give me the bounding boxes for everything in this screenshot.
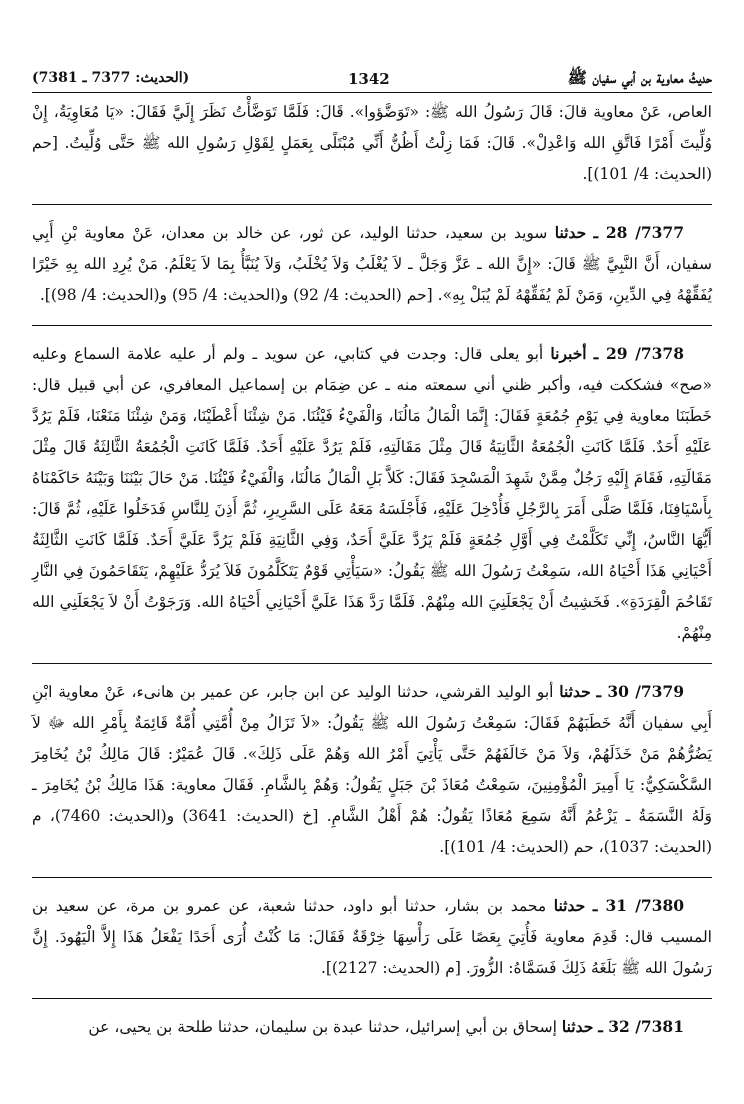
narration-verb: حدثنا (553, 896, 586, 915)
hadith-paragraph (32, 663, 712, 863)
hadith-paragraph (32, 998, 712, 1043)
hadith-paragraph (32, 97, 712, 190)
hadith-text: العاص، عَنْ معاوية قالَ: قَالَ رَسُولُ الله ﷺ: «تَوَضَّؤوا». قَالَ: فَلَمَّا تَوَضَّأْتُ نَظَرَ إِلَيَّ فَقَالَ: «يَا مُعَاوِيَةُ، إِنْ وُلِّيتَ أَمْرًا فَاتَّقِ الله وَاعْدِلْ». قَالَ: فَمَا زِلْتُ أَظُنُّ أَنِّي مُبْتَلًى بِعَمَلٍ لِقَوْلِ رَسُولِ الله ﷺ حَتَّى وُلِّيتُ. [حم (الحديث: 4/ 101)]. (32, 103, 712, 183)
running-header (32, 60, 712, 93)
hadith-text: أبو يعلى قال: وجدت في كتابي، عن سويد ـ ولم أر عليه علامة السماع وعليه «صح» فشككت فيه، وأكبر ظني أني سمعته منه ـ عن ضِمَام بن إسماعيل المعافري، عن أبي قبيل قال: خَطَبَنَا معاوية فِي يَوْمِ جُمُعَةٍ فَقَالَ: إِنَّمَا الْمَالُ مَالُنَا، وَالْفَيْءُ فَيْئُنَا. مَنْ شِئْنَا أَعْطَيْنَا، وَمَنْ شِئْنَا مَنَعْنَا، فَلَمْ يَرُدَّ عَلَيْهِ أَحَدٌ. فَلَمَّا كَانَتِ الْجُمُعَةُ الثَّانِيَةُ قَالَ مِثْلَ مَقَالَتِهِ، فَلَمْ يَرُدَّ عَلَيْهِ أَحَدٌ. فَلَمَّا كَانَتِ الْجُمُعَةُ الثَّالِثَةُ قَالَ مِثْلَ مَقَالَتِهِ، فَقَامَ إِلَيْهِ رَجُلٌ مِمَّنْ شَهِدَ الْمَسْجِدَ فَقَالَ: كَلاَّ بَلِ الْمَالُ مَالُنَا، وَالْفَيْءُ فَيْئُنَا. مَنْ حَالَ بَيْنَنَا وَبَيْنَهُ حَاكَمْنَاهُ بِأَسْيَافِنَا، فَلَمَّا صَلَّى أَمَرَ بِالرَّجُلِ فَأُدْخِلَ عَلَيْهِ، فَأَجْلَسَهُ مَعَهُ عَلَى السَّرِيرِ، ثُمَّ أَذِنَ لِلنَّاسِ فَدَخَلُوا عَلَيْهِ، ثُمَّ قَالَ: أَيُّهَا النَّاسُ، إِنِّي تَكَلَّمْتُ فِي أَوَّلِ جُمُعَةٍ فَلَمْ يَرُدَّ عَلَيَّ أَحَدٌ، وَفِي الثَّانِيَةِ فَلَمْ يَرُدَّ عَلَيَّ أَحَدٌ. فَلَمَّا كَانَتِ الثَّالِثَةُ أَحْيَانِي هَذَا أَحْيَاهُ الله، سَمِعْتُ رَسُولَ الله ﷺ يَقُولُ: «سَيَأْتِي قَوْمٌ يَتَكَلَّمُونَ فَلاَ يُرَدُّ عَلَيْهِمْ، يَتَقَاحَمُونَ فِي النَّارِ تَقَاحُمَ الْقِرَدَةِ». فَخَشِيتُ أَنْ يَجْعَلَنِيَ الله مِنْهُمْ. فَلَمَّا رَدَّ هَذَا عَلَيَّ أَحْيَانِي أَحْيَاهُ الله. وَرَجَوْتُ أَنْ لاَ يَجْعَلَنِي الله مِنْهُمْ. (32, 345, 712, 642)
narration-verb: أخبرنا (550, 344, 587, 363)
page-number: 1342 (348, 70, 390, 88)
hadith-paragraph (32, 325, 712, 649)
hadith-range: (الحديث: 7377 ـ 7381) (32, 70, 190, 86)
hadith-paragraph (32, 204, 712, 311)
book-page (32, 60, 712, 1043)
hadith-number: 7379/ 30 ـ (596, 682, 684, 701)
hadith-text: محمد بن بشار، حدثنا أبو داود، حدثنا شعبة، عن عمرو بن مرة، عن سعيد بن المسيب قال: قَدِمَ معاوية فَأُتِيَ بِعَصًا عَلَى رَأْسِهَا خِرْقَةٌ فَقَالَ: مَا كُنْتُ أُرَى أَحَدًا يَفْعَلُ هَذَا إِلاَّ الْيَهُودَ. إِنَّ رَسُولَ الله ﷺ بَلَغَهُ ذَلِكَ فَسَمَّاهُ: الزُّورَ. [م (الحديث: 2127)]. (32, 897, 712, 977)
hadith-number: 7377/ 28 ـ (593, 223, 684, 242)
hadith-number: 7380/ 31 ـ (592, 896, 685, 915)
page-body (32, 97, 712, 1043)
hadith-paragraph (32, 877, 712, 984)
narration-verb: حدثنا (559, 682, 591, 701)
chapter-title: حديثُ معاوية بن أبي سفيان ﷺ (567, 68, 712, 87)
hadith-text: إسحاق بن أبي إسرائيل، حدثنا عبدة بن سليمان، حدثنا طلحة بن يحيى، عن (88, 1018, 557, 1036)
hadith-text: أبو الوليد القرشي، حدثنا الوليد عن ابن جابر، عن عمير بن هانىء، عَنْ معاوية ابْنِ أَبِي سفيان أَنَّهُ خَطَبَهُمْ فَقَالَ: سَمِعْتُ رَسُولَ الله ﷺ يَقُولُ: «لاَ تَزَالُ مِنْ أُمَّتِي أُمَّةٌ قَائِمَةٌ بِأَمْرِ الله ﷻ لاَ يَضُرُّهُمْ مَنْ خَذَلَهُمْ، وَلاَ مَنْ خَالَفَهُمْ حَتَّى يَأْتِيَ أَمْرُ الله وَهُمْ عَلَى ذَلِكَ». قَالَ عُمَيْرٌ: قَالَ مَالِكُ بْنُ يُخَامِرَ السَّكْسَكِيُّ: يَا أَمِيرَ الْمُؤْمِنِينَ، سَمِعْتُ مُعَاذَ بْنَ جَبَلٍ يَقُولُ: وَهُمْ بِالشَّامِ. فَقَالَ معاوية: هَذَا مَالِكُ بْنُ يُخَامِرَ ـ وَلَهُ النَّسَمَةُ ـ يَزْعُمُ أَنَّهُ سَمِعَ مُعَاذًا يَقُولُ: هُمْ أَهْلُ الشَّامِ. [خ (الحديث: 3641) و(الحديث: 7460)، م (الحديث: 1037)، حم (الحديث: 4/ 101)]. (32, 683, 712, 856)
narration-verb: حدثنا (561, 1017, 594, 1036)
narration-verb: حدثنا (554, 223, 587, 242)
hadith-text: سويد بن سعيد، حدثنا الوليد، عن ثور، عن خالد بن معدان، عَنْ معاوية بْنِ أَبِي سفيان، أَنَّ النَّبِيَّ ﷺ قَالَ: «إِنَّ الله ـ عَزَّ وَجَلَّ ـ لاَ يُغْلَبُ وَلاَ يُخْلَبُ، وَلاَ يُنَبَّأُ بِمَا لاَ يَعْلَمُ. مَنْ يُرِدِ الله بِهِ خَيْرًا يُفَقِّهْهُ فِي الدِّينِ، وَمَنْ لَمْ يُفَقِّهْهُ لَمْ يُبَلْ بِهِ». [حم (الحديث: 4/ 92) و(الحديث: 4/ 95) و(الحديث: 4/ 98)]. (32, 224, 712, 304)
hadith-number: 7378/ 29 ـ (593, 344, 684, 363)
hadith-number: 7381/ 32 ـ (598, 1017, 684, 1036)
